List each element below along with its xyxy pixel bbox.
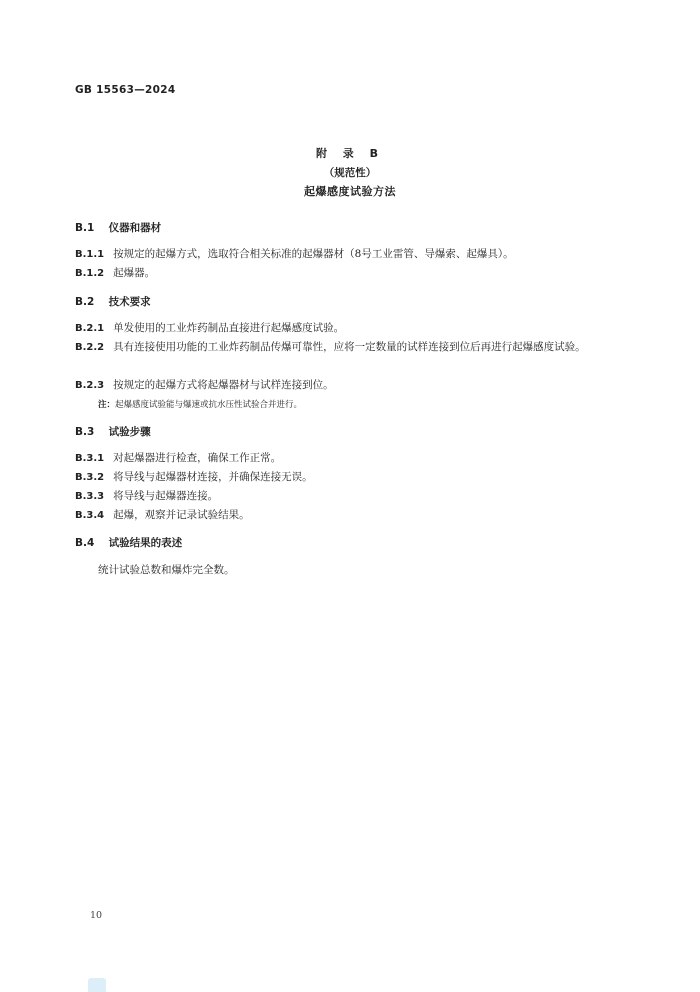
page-number: 10 [90, 910, 103, 921]
section-number: B.4 [75, 537, 95, 549]
clause-text: 按规定的起爆方式将起爆器材与试样连接到位。 [113, 379, 334, 391]
section-number: B.2 [75, 296, 95, 308]
clause-text: 将导线与起爆器连接。 [113, 490, 219, 502]
result-statement: 统计试验总数和爆炸完全数。 [98, 564, 235, 576]
section-title: 试验结果的表述 [108, 537, 183, 549]
section-b2-heading [75, 294, 151, 309]
annex-name: 起爆感度试验方法 [304, 185, 396, 198]
annex-title: 附 录 B [315, 147, 385, 160]
clause-text: 具有连接使用功能的工业炸药制品传爆可靠性，应将一定数量的试样连接到位后再进行起爆感度试验。 [113, 341, 586, 353]
clause-b2-2 [75, 338, 625, 357]
section-b1-heading [75, 220, 161, 235]
clause-text: 按规定的起爆方式，选取符合相关标准的起爆器材（8号工业雷管、导爆索、起爆具）。 [113, 248, 514, 260]
clause-b3-3 [75, 487, 625, 506]
section-title: 技术要求 [108, 296, 151, 308]
clause-b2-1 [75, 319, 625, 338]
clause-number: B.3.3 [75, 491, 105, 502]
clause-number: B.2.2 [75, 342, 105, 353]
clause-number: B.2.3 [75, 380, 105, 391]
clause-b3-1 [75, 449, 625, 468]
section-number: B.1 [75, 222, 95, 234]
clause-number: B.3.2 [75, 472, 105, 483]
clause-number: B.1.2 [75, 268, 105, 279]
note-label: 注： [98, 400, 116, 410]
clause-text: 单发使用的工业炸药制品直接进行起爆感度试验。 [113, 322, 345, 334]
clause-b1-1 [75, 245, 625, 264]
section-title: 仪器和器材 [108, 222, 162, 234]
clause-text: 将导线与起爆器材连接，并确保连接无误。 [113, 471, 313, 483]
standard-code: GB 15563—2024 [75, 84, 176, 96]
clause-number: B.3.1 [75, 453, 105, 464]
section-title: 试验步骤 [108, 426, 151, 438]
clause-b1-2 [75, 264, 625, 283]
section-b4-heading [75, 535, 182, 550]
annex-type: （规范性） [323, 167, 377, 179]
note-text: 起爆感度试验能与爆速或抗水压性试验合并进行。 [115, 400, 303, 410]
clause-b3-4 [75, 506, 625, 525]
clause-number: B.2.1 [75, 323, 105, 334]
clause-number: B.3.4 [75, 510, 105, 521]
note [98, 398, 302, 410]
clause-text: 对起爆器进行检查，确保工作正常。 [113, 452, 282, 464]
clause-b2-3 [75, 376, 625, 395]
section-number: B.3 [75, 426, 95, 438]
clause-text: 起爆器。 [113, 267, 156, 279]
clause-number: B.1.1 [75, 249, 105, 260]
section-b3-heading [75, 424, 151, 439]
clause-b3-2 [75, 468, 625, 487]
clause-text: 起爆，观察并记录试验结果。 [113, 509, 250, 521]
